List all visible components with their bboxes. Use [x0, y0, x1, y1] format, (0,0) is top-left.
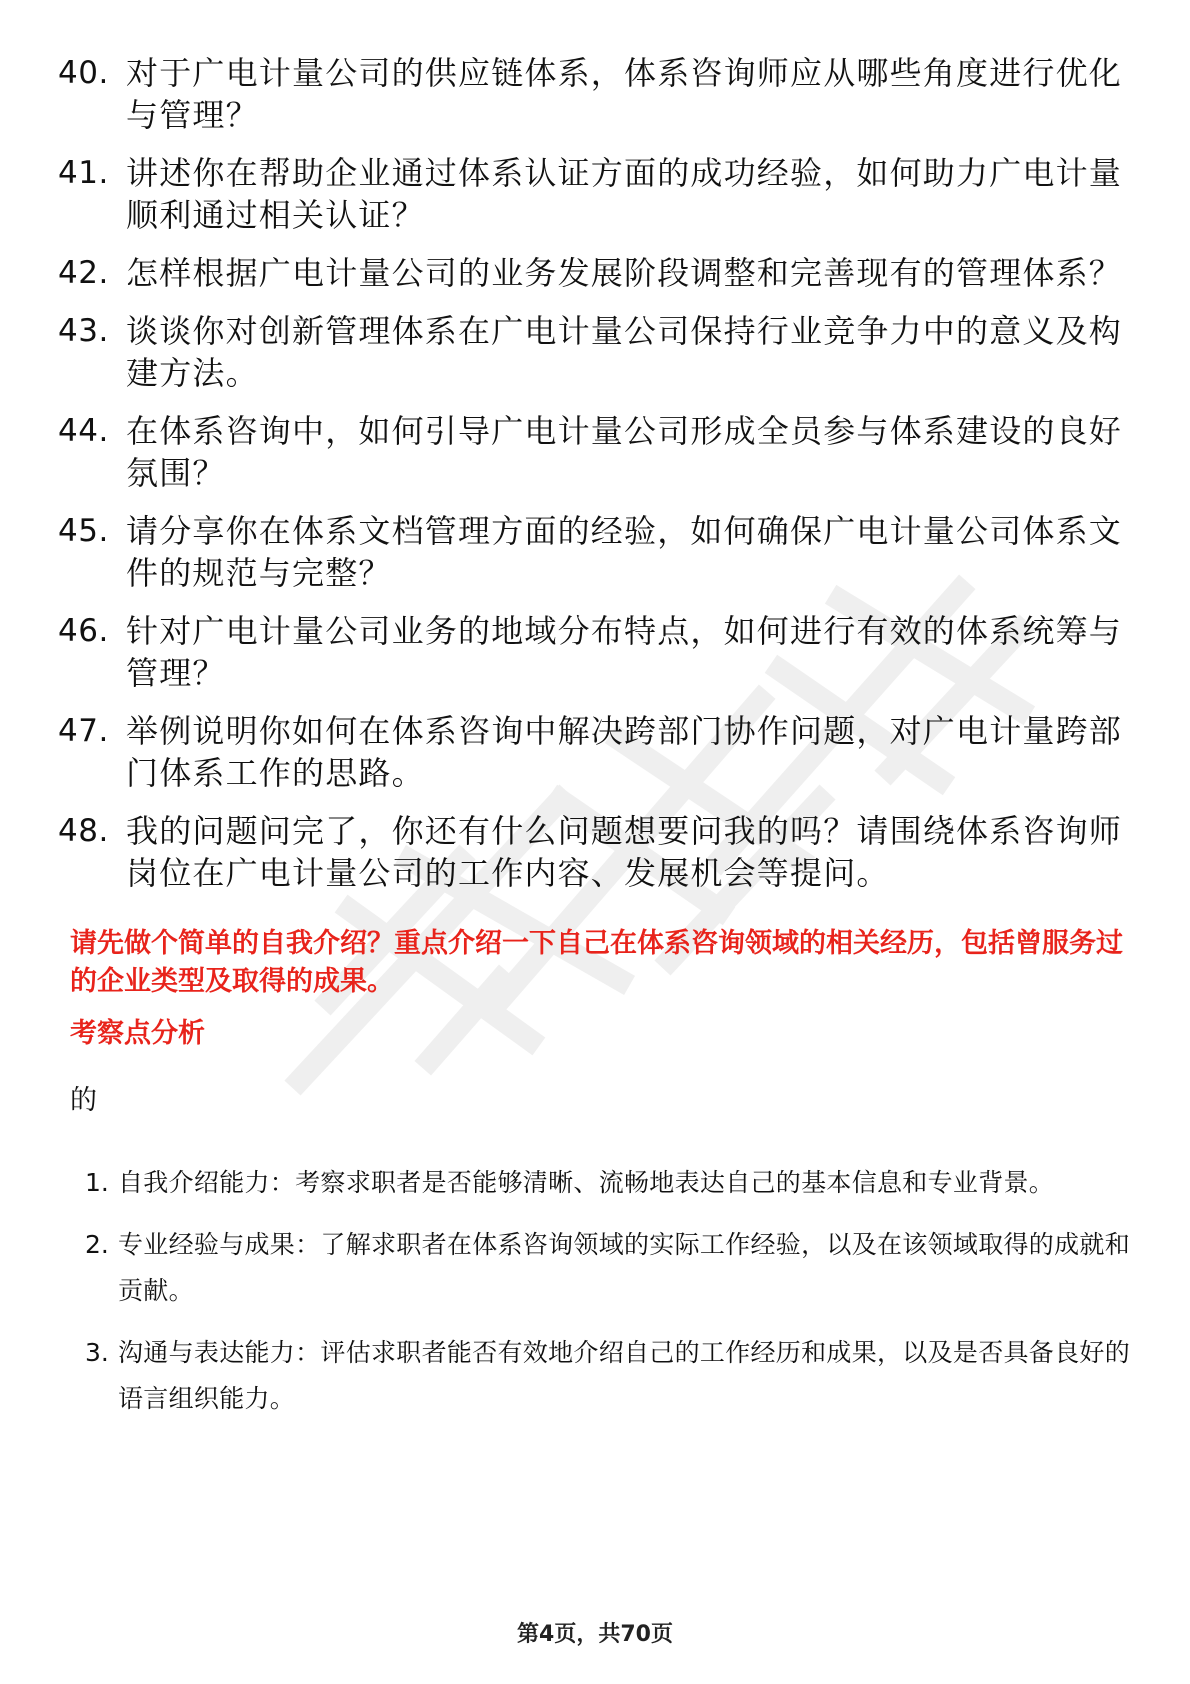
question-text: 请分享你在体系文档管理方面的经验，如何确保广电计量公司体系文件的规范与完整？ [126, 512, 1123, 592]
analysis-item [85, 1222, 1135, 1314]
question-text: 我的问题问完了，你还有什么问题想要问我的吗？请围绕体系咨询师岗位在广电计量公司的工作内容、发展机会等提问。 [126, 812, 1123, 892]
page-footer: 第4页，共70页 [517, 1622, 673, 1647]
question-item [58, 410, 1128, 494]
question-number: 45. [58, 513, 109, 549]
question-text: 针对广电计量公司业务的地域分布特点，如何进行有效的体系统筹与管理？ [126, 612, 1123, 692]
question-number: 47. [58, 713, 109, 749]
analysis-text: 自我介绍能力：考察求职者是否能够清晰、流畅地表达自己的基本信息和专业背景。 [118, 1168, 1055, 1197]
highlight-question: 请先做个简单的自我介绍？重点介绍一下自己在体系咨询领域的相关经历，包括曾服务过的企业类型及取得的成果。 [70, 928, 1123, 997]
question-item [58, 152, 1128, 236]
question-text: 在体系咨询中，如何引导广电计量公司形成全员参与体系建设的良好氛围？ [126, 412, 1123, 492]
analysis-item [85, 1330, 1135, 1422]
intro-text: 的 [70, 1085, 97, 1116]
analysis-number: 2. [85, 1230, 109, 1259]
question-item [58, 52, 1128, 136]
question-text: 对于广电计量公司的供应链体系，体系咨询师应从哪些角度进行优化与管理？ [126, 54, 1123, 134]
question-item [58, 810, 1128, 894]
question-number: 40. [58, 55, 109, 91]
analysis-number: 1. [85, 1168, 109, 1197]
analysis-title: 考察点分析 [70, 1018, 205, 1049]
question-item [58, 310, 1128, 394]
question-number: 42. [58, 255, 109, 291]
question-list [58, 52, 1128, 910]
question-text: 举例说明你如何在体系咨询中解决跨部门协作问题，对广电计量跨部门体系工作的思路。 [126, 712, 1123, 792]
analysis-text: 专业经验与成果：了解求职者在体系咨询领域的实际工作经验，以及在该领域取得的成就和贡献。 [118, 1230, 1131, 1305]
analysis-list [85, 1160, 1135, 1438]
question-number: 46. [58, 613, 109, 649]
question-number: 44. [58, 413, 109, 449]
question-item [58, 610, 1128, 694]
question-text: 谈谈你对创新管理体系在广电计量公司保持行业竞争力中的意义及构建方法。 [126, 312, 1123, 392]
question-text: 怎样根据广电计量公司的业务发展阶段调整和完善现有的管理体系？ [126, 254, 1123, 292]
analysis-text: 沟通与表达能力：评估求职者能否有效地介绍自己的工作经历和成果，以及是否具备良好的语言组织能力。 [118, 1338, 1131, 1413]
question-item [58, 710, 1128, 794]
question-text: 讲述你在帮助企业通过体系认证方面的成功经验，如何助力广电计量顺利通过相关认证？ [126, 154, 1123, 234]
question-number: 43. [58, 313, 109, 349]
question-item [58, 510, 1128, 594]
analysis-item [85, 1160, 1135, 1206]
question-number: 48. [58, 813, 109, 849]
question-item [58, 252, 1128, 294]
analysis-number: 3. [85, 1338, 109, 1367]
question-number: 41. [58, 155, 109, 191]
